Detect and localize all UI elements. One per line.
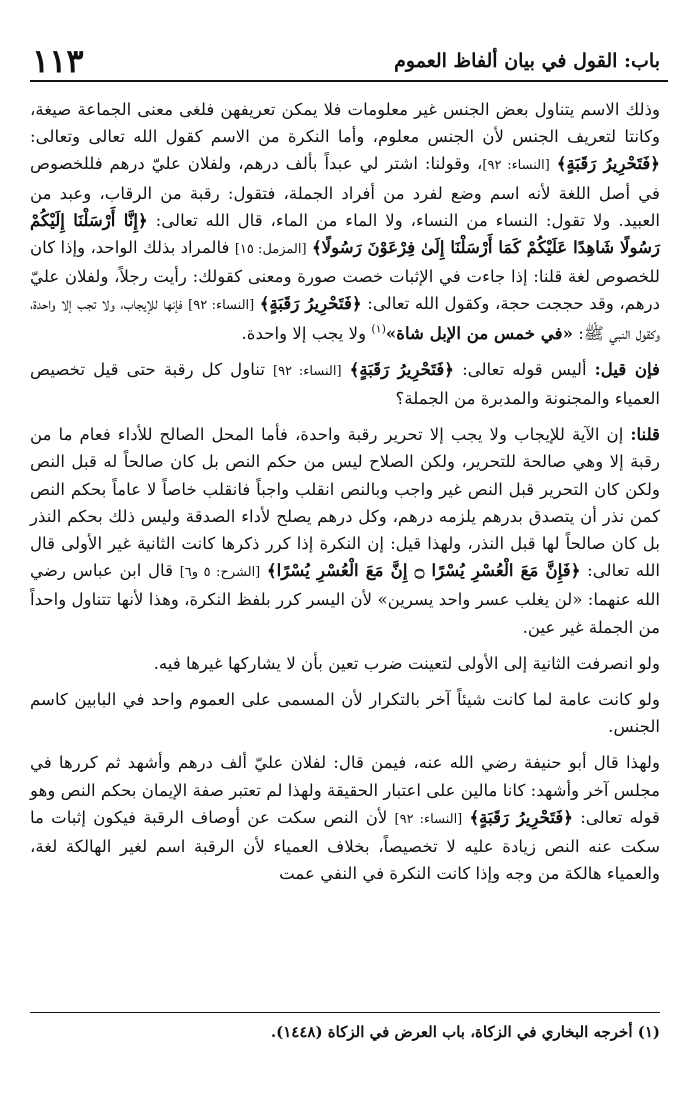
text-run: ولا يجب إلا واحدة. bbox=[241, 323, 372, 343]
text-run bbox=[342, 360, 350, 379]
text-run: إن الآية للإيجاب ولا يجب إلا تحرير رقبة واحدة، فأما المحل الصالح للأداء فعام ما من رقبة إلا وهي صالحة للتحرير، ولكن الصلاح ليس من حكم النص بل كان صالحاً له قبل النص ولكن كان التحرير قبل النص غير واجب وبالنص انقلب واجباً فانقلب خاصاً لا عاماً بحكم النص كمن نذر أن يتصدق بدرهم يلزمه درهم، وكل درهم يصلح لأداء الصدقة وليس ذلك بحكم النذر بل كان صالحاً لها قبل النذر، ولهذا قيل: إن النكرة إذا كرر ذكرها كانت الثانية غير الأولى قال الله تعالى: bbox=[30, 425, 660, 581]
text-run: ولهذا قال أبو حنيفة رضي الله عنه، فيمن قال: لفلان عليّ ألف درهم وأشهد ثم كررها في مجلس آخر وأشهد: كانا مالين على اعتبار الحقيقة ولهذا لم تعتبر صفة الإيمان بحكم النص وهو قوله تعالى: bbox=[30, 753, 660, 827]
quran-verse: ﴿فَتَحْرِيرُ رَقَبَةٍ﴾ bbox=[349, 358, 455, 379]
page-number: ١١٣ bbox=[32, 42, 84, 80]
verse-reference: [الشرح: ٥ و٦] bbox=[179, 565, 261, 581]
paragraph bbox=[30, 749, 660, 887]
paragraph bbox=[30, 650, 660, 677]
quran-verse: ﴿فَتَحْرِيرُ رَقَبَةٍ﴾ bbox=[259, 293, 362, 314]
chapter-title: باب: القول في بيان ألفاظ العموم bbox=[394, 50, 660, 72]
verse-reference: [النساء: ٩٢] bbox=[188, 298, 255, 314]
text-run: ، وقولنا: اشتر لي عبداً بألف درهم، ولفلان عليّ درهم فللخصوص في أصل اللغة لأنه اسم وضع لفرد من أفراد الجملة، فتقول: رقبة من الرقاب، وعبد من العبيد. ولا تقول: النساء من النساء، ولا الماء من الماء، قال الله تعالى: bbox=[30, 154, 661, 230]
text-run: فالمراد بذلك الواحد، وإذا كان للخصوص لغة قلنا: إذا جاءت في الإثبات خصت صورة ومعنى كقولك: رأيت رجلاً، ولفلان عليّ درهم، وقد حججت حجة، وكقول الله تعالى: bbox=[30, 238, 660, 314]
verse-reference: [النساء: ٩٢] bbox=[482, 158, 550, 174]
paragraph bbox=[30, 96, 660, 347]
quran-verse: ﴿فَتَحْرِيرُ رَقَبَةٍ﴾ bbox=[469, 806, 574, 827]
paragraph-lead: قلنا: bbox=[630, 424, 660, 445]
text-run: لأن النص سكت عن أوصاف الرقبة فيكون إثبات ما سكت عنه النص زيادة عليه لا تخصيصاً، بخلاف العمياء لأن الرقبة اسم لغير الهالكة لغة، والعمياء هالكة من وجه وإذا كانت النكرة في النفي عمت bbox=[30, 807, 660, 884]
text-run: أليس قوله تعالى: bbox=[454, 359, 595, 379]
text-run bbox=[260, 561, 267, 580]
verse-reference: [النساء: ٩٢] bbox=[272, 363, 342, 379]
footnote-divider bbox=[30, 1012, 660, 1013]
quran-verse: ﴿فَتَحْرِيرُ رَقَبَةٍ﴾ bbox=[556, 153, 660, 174]
quran-verse: ﴿إِنَّا أَرْسَلْنَا إِلَيْكُمْ رَسُولًا شَاهِدًا عَلَيْكُمْ كَمَا أَرْسَلْنَا إِلَىٰ فِرْعَوْنَ رَسُولًا﴾ bbox=[30, 209, 660, 258]
text-run: قال ابن عباس رضي الله عنهما: «لن يغلب عسر واحد يسرين» لأن اليسر كرر بلفظ النكرة، وهذا لأنها تتناول واحداً من الجملة غير عين. bbox=[30, 561, 660, 637]
text-run: ولو انصرفت الثانية إلى الأولى لتعينت ضرب تعين بأن لا يشاركها غيرها فيه. bbox=[153, 653, 660, 673]
quran-verse: ﴿فَإِنَّ مَعَ الْعُسْرِ يُسْرًا ۝ إِنَّ مَعَ الْعُسْرِ يُسْرًا﴾ bbox=[266, 560, 581, 581]
paragraph bbox=[30, 686, 660, 740]
text-run: وذلك الاسم يتناول بعض الجنس غير معلومات فلا يمكن تعريفهن فلغى معنى الجماعة صيغة، وكانتا لتعريف الجنس لأن الجنس معلوم، وأما النكرة من الاسم كقول الله تعالى وتعالى: bbox=[30, 100, 660, 147]
paragraph-lead: فإن قيل: bbox=[594, 358, 660, 379]
text-run bbox=[550, 154, 557, 173]
verse-reference: [المزمل: ١٥] bbox=[234, 242, 307, 258]
text-run: ولو كانت عامة لما كانت شيئاً آخر بالتكرار لأن المسمى على العموم واحد في البابين كاسم الجنس. bbox=[30, 690, 660, 737]
text-run: فإنها للإيجاب، ولا تجب إلا واحدة، وكقول النبي ﷺ: bbox=[30, 294, 660, 343]
footnote: (١) أخرجه البخاري في الزكاة، باب العرض في الزكاة (١٤٤٨). bbox=[270, 1023, 660, 1041]
footnote-marker: (١) bbox=[371, 322, 386, 336]
verse-reference: [النساء: ٩٢] bbox=[394, 811, 463, 827]
hadith-quote: «في خمس من الإبل شاة» bbox=[385, 322, 573, 343]
paragraph bbox=[30, 421, 660, 641]
paragraph bbox=[30, 356, 660, 412]
text-run: تناول كل رقبة حتى قيل تخصيص العمياء والمجنونة والمدبرة من الجملة؟ bbox=[30, 359, 660, 409]
body-text bbox=[30, 96, 660, 887]
running-header bbox=[30, 40, 668, 82]
